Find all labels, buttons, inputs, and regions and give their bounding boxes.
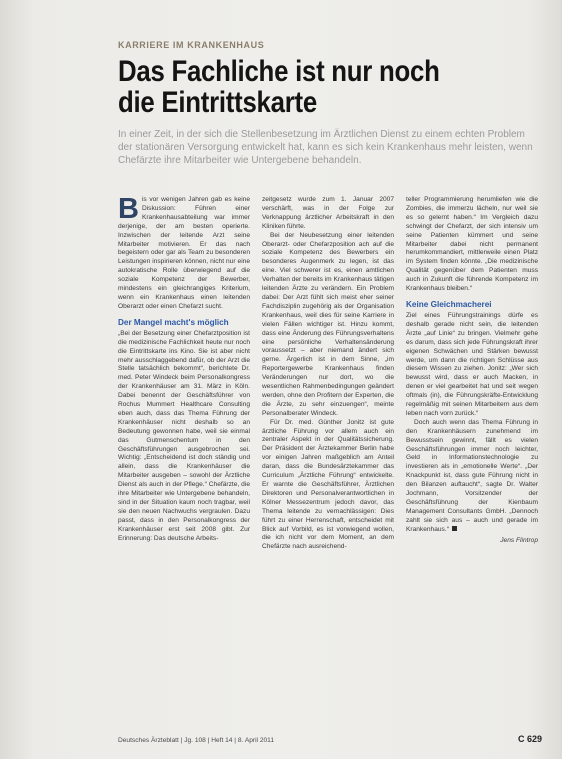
article-deck: In einer Zeit, in der sich die Stellenbesetzung im Ärztlichen Dienst zu einem echten Problem der stationären Versorgung entwickelt hat, kann es sich kein Krankenhaus mehr leisten, wenn Chefärzte ihre Mitarbeiter wie Untergebene behandeln. [118, 129, 533, 166]
lead-text: is vor wenigen Jahren gab es keine Diskussion: Führen einer Krankenhausabteilung war immer derjenige, der am besten operierte. Inzwischen der leitende Arzt seine Mitarbeiter motivieren. Er das nach begeistern oder gar als Team zu besonderen Leistungen inspirieren können, nicht nur eine autokratische Rolle überwiegend auf die soziale Kompetenz der Bewerber, mindestens ein gleichrangiges Kriterium, wenn ein Krankenhaus einen leitenden Oberarzt oder einen Chefarzt sucht. [118, 196, 250, 310]
article-body [118, 196, 538, 736]
subhead-mangel: Der Mangel macht's möglich [118, 317, 229, 327]
paragraph: Ziel eines Führungstrainings dürfe es deshalb gerade nicht sein, die leitenden Ärzte „auf Linie“ zu bringen. Vielmehr gehe es darum, dass sich jede Führungskraft ihrer eigenen Schwächen und Stärken bewusst werde, um dann die richtigen Schlüsse aus diesem Wissen zu ziehen. Jonitz: „Wer sich bewusst wird, dass er auch Macken, in denen er viel gearbeitet hat und seit wegen oftmals (in), die Führungskräfte-Entwicklung regelmäßig mit seinen Mitarbeitern aus dem leben nach vorn zurück.“ [406, 311, 538, 417]
headline-line-2: die Eintrittskarte [118, 86, 317, 119]
page-number: C 629 [517, 734, 542, 744]
paragraph [406, 419, 538, 535]
paragraph: zeitgesetz wurde zum 1. Januar 2007 verschärft, was in der Folge zur Verknappung ärztlicher Arbeitskraft in den Kliniken führte. [262, 196, 394, 230]
column-2 [262, 196, 394, 736]
paragraph: teller Programmierung herumliefen wie die Zombies, die immerzu lächeln, nur weil sie es so gelernt haben.“ Im Vergleich dazu schwingt der Chefarzt, der sich intensiv um seine Patienten kümmert und seine Mitarbeiter dabei nicht permanent herumkommandiert, mittlerweile einen Platz im System finden könnte. „Die medizinische Qualität gegenüber dem Patienten muss auch in Zukunft die führende Kompetenz im Krankenhaus bleiben.“ [406, 196, 538, 293]
article-headline [118, 56, 462, 118]
headline-line-1: Das Fachliche ist nur noch [118, 55, 440, 88]
author-byline: Jens Flintrop [500, 536, 538, 544]
article-kicker: KARRIERE IM KRANKENHAUS [118, 40, 265, 50]
lead-paragraph [118, 196, 250, 312]
paragraph: Bei der Neubesetzung einer leitenden Oberarzt- oder Chefarzposition ach auf die soziale Kompetenz des Bewerbers ein besonderes Augenmerk zu legen, ist das eine. Viel schwerer ist es, einen amtlichen Verhalten der bereits im Krankenhaus tätigen leitenden Ärzte zu verändern. Ein Problem dabei: Der Arzt fühlt sich meist eher seiner Fachdisziplin zugehörig als der Organisation Krankenhaus, weil dies für seine Karriere in vielen Fällen wichtiger ist. Hinzu kommt, dass eine Änderung des Führungsverhaltens eine persönliche Verhaltensänderung voraussetzt – aber niemand ändert sich gerne. Ärgerlich ist in dem Sinne, „im Reportergewerbe Krankenhaus finden Veränderungen nur dort, wo die wesentlichen Rahmenbedingungen geändert werden, ohne den Profitern der Experten, die die Ärzte, zu sehr einzuengen“, meinte Personalberater Windeck. [262, 231, 394, 417]
column-3 [406, 196, 538, 736]
end-mark-icon [452, 526, 457, 531]
column-1 [118, 196, 250, 736]
paragraph: Für Dr. med. Günther Jonitz ist gute ärztliche Führung vor allem auch ein zentraler Aspekt in der Qualitätssicherung. Der Präsident der Ärztekammer Berlin habe vor einigen Jahren maßgeblich am Anteil daran, dass die Bundesärztekammer das Curriculum „Ärztliche Führung“ entwickelte. Er warnte die Geschäftsführer, Ärztlichen Direktoren und Personalverantwortlichen in Kölner Messezentrum jedoch davor, das Thema leitende zu vernachlässigen: Dies führt zu einer Herrenschaft, entscheidet mit Blick auf Vorbild, es ist vorwiegend wollen, die ich nicht vor dem Moment, an dem Chefärzte nach ausreichend- [262, 418, 394, 551]
closing-text: Doch auch wenn das Thema Führung in den Krankenhäusern zunehmend im Bewusstsein gewinnt, fällt es vielen Geschäftsführungen immer noch leichter, Geld in Informationstechnologie zu investieren als in „emotionelle Werte“. „Der Knackpunkt ist, dass gute Führung nicht in den Bilanzen auftaucht“, sagte Dr. Walter Jochmann, Vorsitzender der Geschäftsführung der Kienbaum Management Consultants GmbH. „Dennoch zahlt sie sich aus – auch und gerade im Krankenhaus.“ [406, 418, 538, 533]
drop-cap: B [118, 196, 139, 225]
subhead-gleichmacherei: Keine Gleichmacherei [406, 299, 492, 309]
footer-citation: Deutsches Ärzteblatt | Jg. 108 | Heft 14 | 8. April 2011 [118, 737, 275, 744]
paragraph: „Bei der Besetzung einer Chefarztposition ist die medizinische Fachlichkeit heute nur noch die Eintrittskarte ins Kino. Sie ist aber nicht mehr ausschlaggebend dafür, ob der Arzt die Stelle tatsächlich bekommt“, berichtete Dr. med. Peter Windeck beim Personalkongress der Krankenhäuser am 31. März in Köln. Dabei benennt der Geschäftsführer von Rochus Mummert Healthcare Consulting eben auch, dass das Thema Führung der Krankenhäuser nicht deshalb so an Bedeutung gewonnen habe, weil sie einmal das Gutmenschentum in den Geschäftsführungen ausgebrochen sei. Wichtig: „Entscheidend ist doch ständig und allein, dass die Krankenhäuser die Mitarbeiter ausgeben – sowohl der Ärztliche Dienst als auch in der Pflege.“ Chefärzte, die ihre Mitarbeiter wie Untergebene behandeln, sind in der Situation kaum noch tragbar, weil sie den neuen Nachwuchs vergraulen. Dazu passt, dass in den Personalkongress der Krankenhäuser erst seit 2008 gibt. Zur Erinnerung: Das deutsche Arbeits- [118, 329, 250, 542]
